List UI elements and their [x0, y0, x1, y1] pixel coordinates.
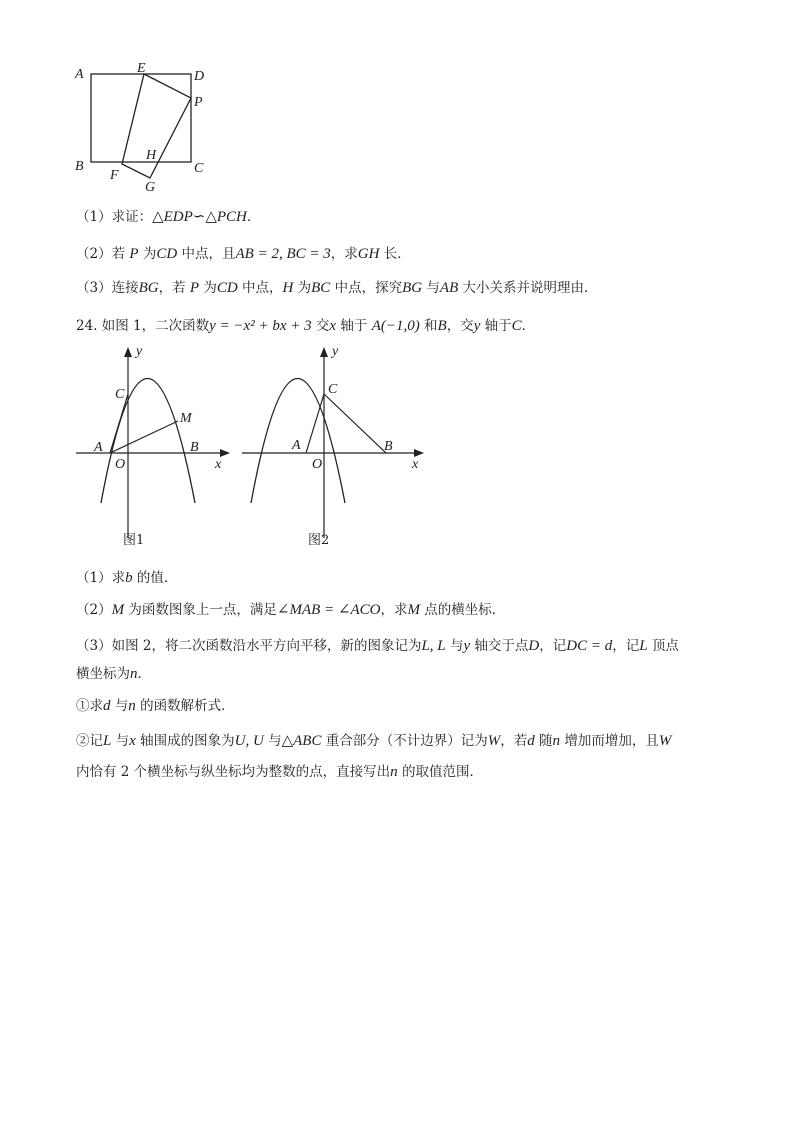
- q23-p2-cd: CD: [156, 246, 178, 262]
- q24-part3-line2: [76, 662, 151, 683]
- q24-p2-mid1: 为函数图象上一点，满足: [124, 602, 277, 618]
- q24-s2-mid2: 轴围成的图象为: [135, 733, 235, 749]
- fig1-label-a: A: [94, 440, 103, 455]
- q24-s2-w2: W: [658, 733, 672, 749]
- q23-p2-mid1: 为: [138, 246, 157, 262]
- q24-s2-mid3: 与: [263, 733, 282, 749]
- q23-p3-end: 大小关系并说明理由．: [458, 280, 598, 296]
- q24-sub1: [76, 694, 235, 715]
- q24-s1-mid: 与: [110, 698, 129, 714]
- q24-intro-y: y: [473, 318, 481, 334]
- q24-intro-mid5: 轴于: [480, 318, 512, 334]
- fig2-label-c: C: [328, 382, 338, 397]
- fig1-segment-am: [110, 421, 178, 453]
- q24-s2-mid1: 与: [111, 733, 130, 749]
- q24-s2-prefix: ②记: [76, 733, 103, 749]
- q24-p3-ll: L, L: [421, 638, 446, 654]
- fig1-label-o: O: [115, 457, 126, 472]
- label-b: B: [75, 159, 84, 174]
- fig1-label-c: C: [115, 387, 125, 402]
- q24-s2-mid4: 重合部分（不计边界）记为: [321, 733, 488, 749]
- q23-p3-h: H: [282, 280, 294, 296]
- q23-p3-cd: CD: [216, 280, 238, 296]
- q24-s2-mid6: 随: [534, 733, 553, 749]
- fig1-label-y: y: [136, 344, 143, 359]
- q24-p3-y: y: [463, 638, 471, 654]
- q24-p3-l: L: [639, 638, 648, 654]
- q23-p3-mid5: 中点，探究: [330, 280, 403, 296]
- q23-p3-mid6: 与: [422, 280, 440, 296]
- q24-intro-func: y = −x² + bx + 3: [209, 318, 312, 334]
- q24-sub2-line1: [76, 729, 671, 750]
- figure-2-parabola: [236, 338, 436, 553]
- fig2-segment-ac: [306, 394, 324, 453]
- fig2-label-y: y: [332, 344, 339, 359]
- q24-p2-end: 点的横坐标．: [419, 602, 506, 618]
- label-g: G: [145, 180, 156, 195]
- fig1-label-m: M: [180, 411, 192, 426]
- q24-p3-mid3: ，记: [539, 638, 567, 654]
- q23-part3: [76, 276, 598, 297]
- q23-p3-bg2: BG: [402, 280, 423, 296]
- label-a: A: [75, 67, 84, 82]
- q23-p2-cond: AB = 2, BC = 3: [235, 246, 331, 262]
- label-h: H: [146, 148, 157, 163]
- q23-part1: [76, 205, 260, 226]
- rectangle-figure: [70, 58, 220, 198]
- q24-sub2-line2: [76, 760, 483, 781]
- q24-intro-c: C: [511, 318, 522, 334]
- fig1-label-b: B: [190, 440, 199, 455]
- fig1-label-x: x: [215, 457, 222, 472]
- q23-p2-prefix: （2）若: [76, 246, 130, 262]
- q24-p2-mid2: ，求: [380, 602, 408, 618]
- q23-p1-end: ．: [246, 209, 261, 225]
- fig2-label-o: O: [312, 457, 323, 472]
- q24-intro-mid1: 交: [311, 318, 330, 334]
- q23-p3-mid2: 为: [199, 280, 217, 296]
- q24-s1-d: d: [103, 698, 111, 714]
- q24-p3-mid2: 轴交于点: [470, 638, 529, 654]
- q24-intro-prefix: 24. 如图 1，二次函数: [76, 318, 210, 334]
- q24-intro-mid4: ，交: [446, 318, 474, 334]
- q23-p3-p: P: [189, 280, 200, 296]
- q24-p2-angle: ∠MAB = ∠ACO: [276, 602, 381, 618]
- q24-intro-b: B: [437, 318, 447, 334]
- label-p: P: [194, 95, 203, 110]
- q24-p3-mid1: 与: [445, 638, 464, 654]
- q23-p3-ab: AB: [439, 280, 459, 296]
- q24-p3-d: D: [528, 638, 540, 654]
- q24-s1-n: n: [128, 698, 136, 714]
- q24-p3-prefix: （3）如图 2，将二次函数沿水平方向平移，新的图象记为: [76, 638, 422, 654]
- q24-p3-line2-prefix: 横坐标为: [76, 666, 130, 682]
- q24-s2-n: n: [552, 733, 561, 749]
- q23-p1-math: △EDP∽△PCH: [152, 209, 247, 225]
- q23-p3-mid3: 中点，: [237, 280, 283, 296]
- q24-intro-a: A(−1,0): [371, 318, 420, 334]
- q24-intro-mid3: 和: [419, 318, 438, 334]
- q24-p1-end: 的值．: [132, 570, 178, 586]
- fig2-label-a: A: [292, 438, 301, 453]
- figure-1-parabola: [70, 338, 240, 553]
- fig1-x-arrow: [220, 449, 230, 457]
- q23-p3-bc: BC: [311, 280, 331, 296]
- q24-intro: [76, 314, 535, 335]
- q23-p3-prefix: （3）连接: [76, 280, 139, 296]
- q23-p2-p: P: [129, 246, 139, 262]
- q24-s2-mid5: ，若: [500, 733, 528, 749]
- q24-part2: [76, 598, 505, 619]
- fig1-caption: 图1: [123, 533, 145, 548]
- q24-intro-mid2: 轴于: [336, 318, 372, 334]
- fig2-y-arrow: [320, 347, 328, 357]
- q24-p1-prefix: （1）求: [76, 570, 126, 586]
- q24-s2-d: d: [527, 733, 535, 749]
- q24-s2-l: L: [103, 733, 112, 749]
- q24-s2-line2-prefix: 内恰有 2 个横坐标与纵坐标均为整数的点，直接写出: [76, 764, 391, 780]
- label-c: C: [194, 161, 204, 176]
- label-f: F: [110, 168, 119, 183]
- fig2-label-b: B: [384, 439, 393, 454]
- q23-p3-mid1: ，若: [158, 280, 190, 296]
- q24-s2-x: x: [129, 733, 136, 749]
- q23-p2-mid2: 中点，且: [177, 246, 236, 262]
- q24-p3-mid4: ，记: [612, 638, 640, 654]
- q24-s2-mid7: 增加而增加，且: [560, 733, 659, 749]
- q24-s2-abc: △ABC: [281, 733, 322, 749]
- fig2-x-arrow: [414, 449, 424, 457]
- fig1-y-arrow: [124, 347, 132, 357]
- q23-p2-mid3: ，求: [330, 246, 358, 262]
- q24-p2-m: M: [111, 602, 125, 618]
- q24-p3-n: n: [130, 666, 138, 682]
- q23-p1-prefix: （1）求证：: [76, 209, 153, 225]
- q24-s2-line2-end: 的取值范围．: [397, 764, 483, 780]
- label-e: E: [137, 61, 146, 76]
- q24-p3-line2-end: ．: [137, 666, 151, 682]
- q23-part2: [76, 242, 411, 263]
- q23-p2-gh: GH: [357, 246, 380, 262]
- q24-part1: [76, 566, 177, 587]
- q24-p3-mid5: 顶点: [647, 638, 679, 654]
- q24-p2-m2: M: [407, 602, 420, 618]
- q24-s2-n2: n: [390, 764, 398, 780]
- q24-p2-prefix: （2）: [76, 602, 112, 618]
- label-d: D: [194, 69, 205, 84]
- q24-p3-dc: DC = d: [566, 638, 613, 654]
- q24-s1-prefix: ①求: [76, 698, 103, 714]
- q24-intro-x: x: [329, 318, 337, 334]
- q23-p3-bg: BG: [138, 280, 159, 296]
- fig1-segment-ac: [110, 394, 128, 453]
- q24-s1-end: 的函数解析式．: [135, 698, 235, 714]
- q24-part3-line1: [76, 634, 679, 655]
- q23-p3-mid4: 为: [293, 280, 312, 296]
- fig2-caption: 图2: [308, 533, 330, 548]
- q23-p2-end: 长．: [379, 246, 411, 262]
- q24-s2-uu: U, U: [234, 733, 264, 749]
- q24-s2-w: W: [487, 733, 501, 749]
- fig2-label-x: x: [412, 457, 419, 472]
- q24-intro-end: ．: [521, 318, 536, 334]
- q24-p1-b: b: [125, 570, 133, 586]
- fig2-segment-cb: [324, 394, 386, 453]
